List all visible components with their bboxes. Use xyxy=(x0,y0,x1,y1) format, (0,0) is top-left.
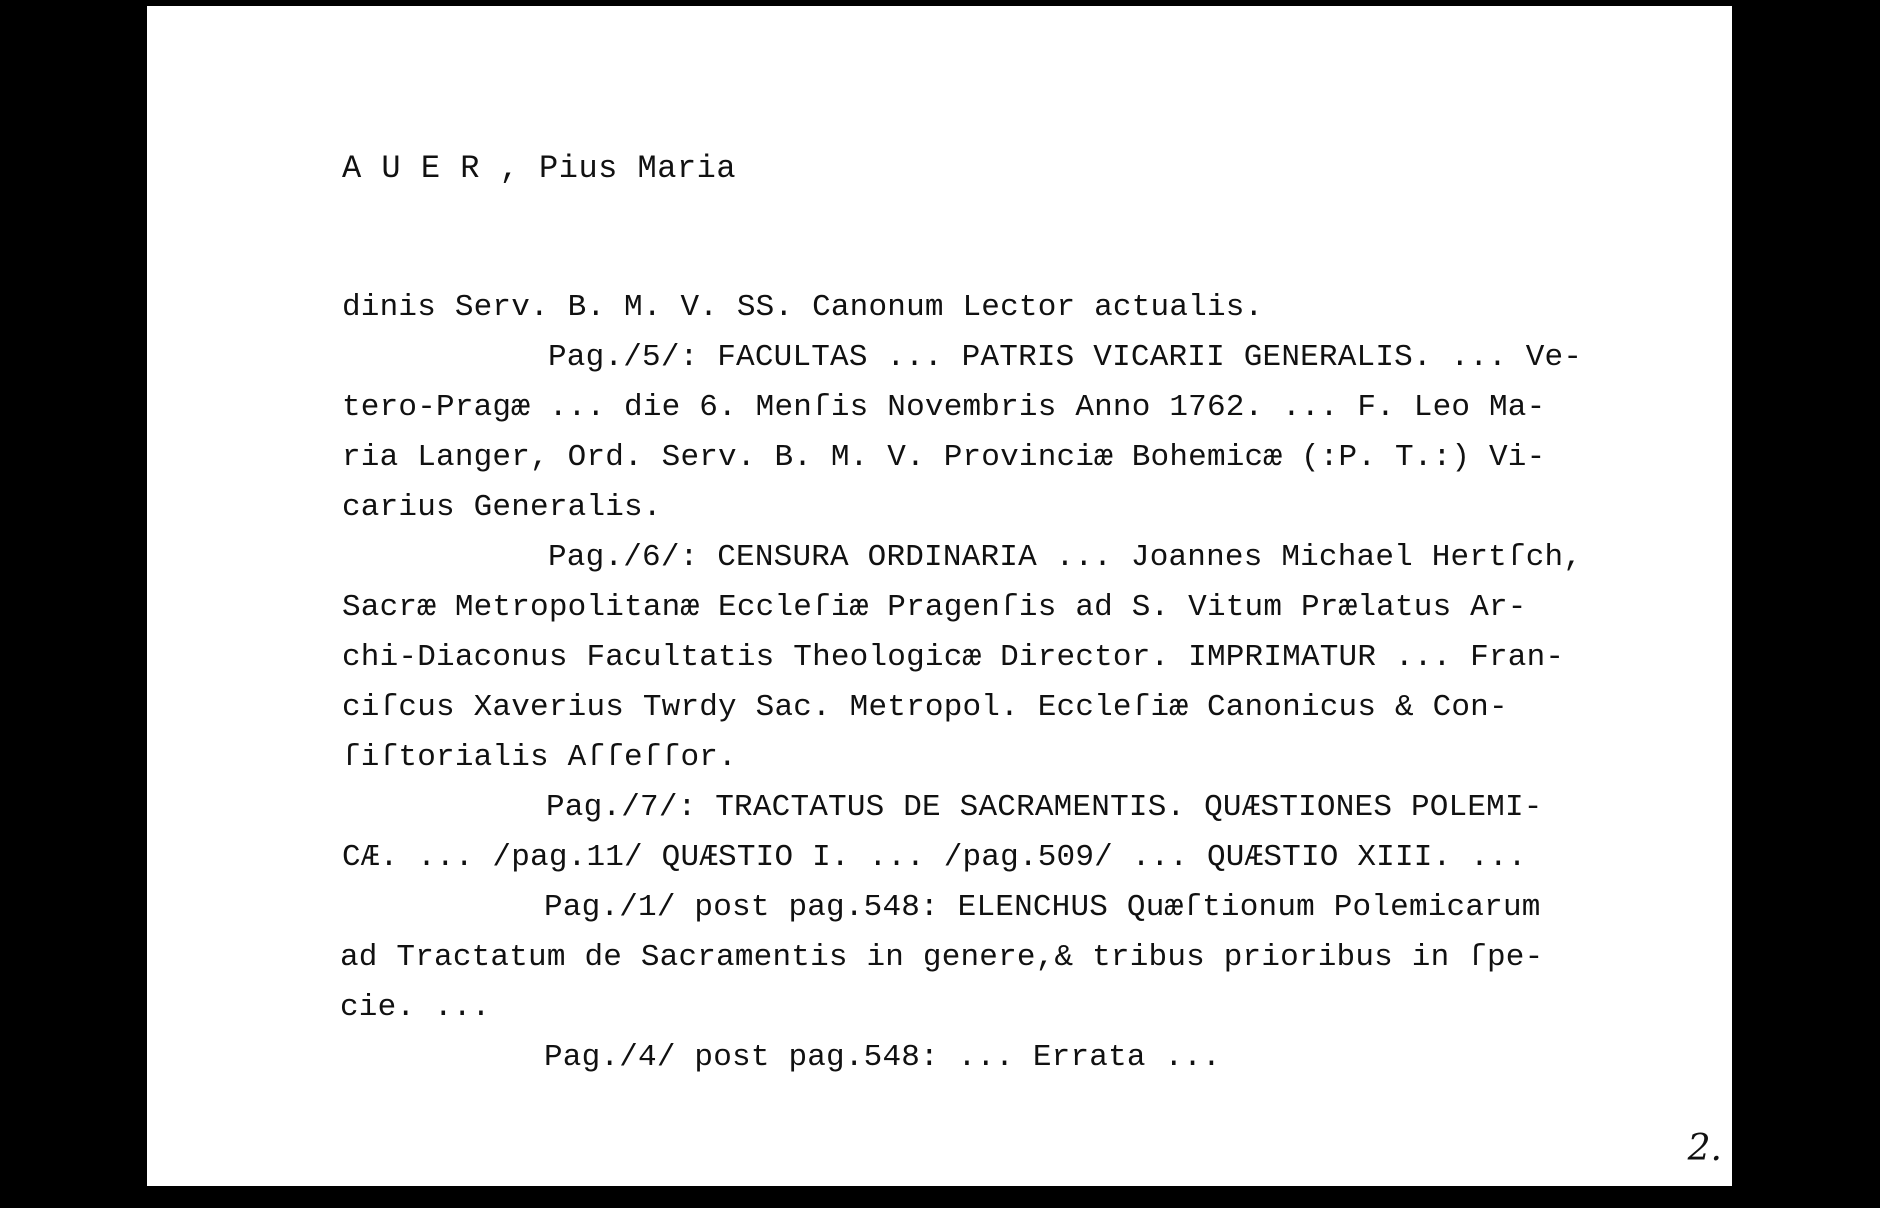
text-line: Pag./5/: FACULTAS ... PATRIS VICARII GENERALIS. ... Ve- xyxy=(548,340,1583,375)
text-line: dinis Serv. B. M. V. SS. Canonum Lector actualis. xyxy=(342,290,1264,325)
text-line: tero-Pragæ ... die 6. Menſis Novembris Anno 1762. ... F. Leo Ma- xyxy=(342,390,1546,425)
text-line: cie. ... xyxy=(340,990,491,1025)
text-line: ria Langer, Ord. Serv. B. M. V. Provinciæ Bohemicæ (:P. T.:) Vi- xyxy=(342,440,1546,475)
text-line: ciſcus Xaverius Twrdy Sac. Metropol. Eccleſiæ Canonicus & Con- xyxy=(342,690,1508,725)
text-line: carius Generalis. xyxy=(342,490,662,525)
text-line: ſiſtorialis Aſſeſſor. xyxy=(342,740,737,775)
text-line: CÆ. ... /pag.11/ QUÆSTIO I. ... /pag.509/ ... QUÆSTIO XIII. ... xyxy=(342,840,1527,875)
text-line: Pag./7/: TRACTATUS DE SACRAMENTIS. QUÆSTIONES POLEMI- xyxy=(546,790,1543,825)
text-line: Pag./1/ post pag.548: ELENCHUS Quæſtionum Polemicarum xyxy=(544,890,1541,925)
text-line: Pag./6/: CENSURA ORDINARIA ... Joannes Michael Hertſch, xyxy=(548,540,1583,575)
text-line: Pag./4/ post pag.548: ... Errata ... xyxy=(544,1040,1221,1075)
author-heading: A U E R , Pius Maria xyxy=(342,150,737,187)
page-mark: 2. xyxy=(1687,1128,1722,1169)
text-line: chi-Diaconus Facultatis Theologicæ Director. IMPRIMATUR ... Fran- xyxy=(342,640,1565,675)
text-line: ad Tractatum de Sacramentis in genere,& tribus prioribus in ſpe- xyxy=(340,940,1544,975)
text-line: Sacræ Metropolitanæ Eccleſiæ Pragenſis ad S. Vitum Prælatus Ar- xyxy=(342,590,1527,625)
